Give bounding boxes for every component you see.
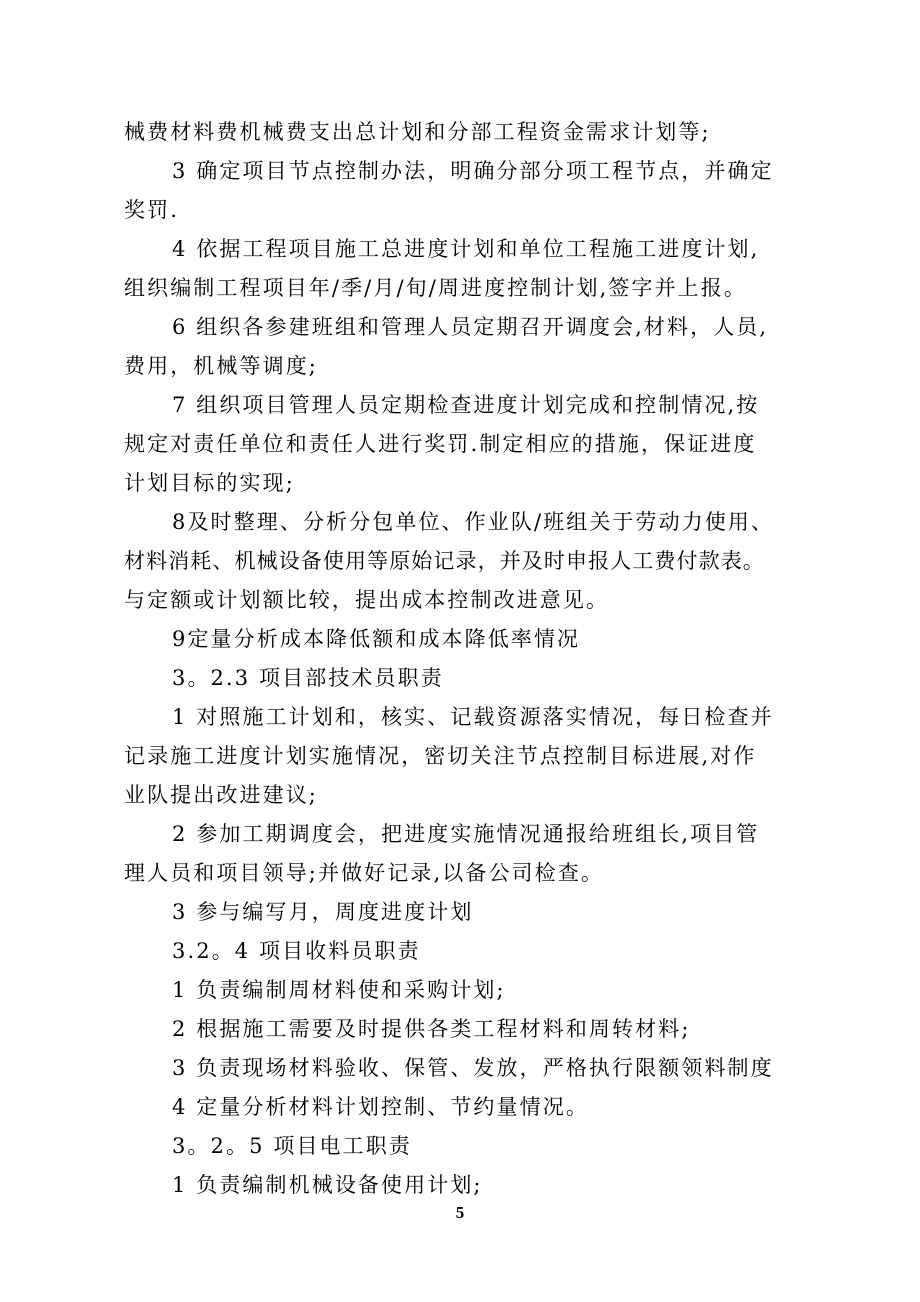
text-line: 记录施工进度计划实施情况，密切关注节点控制目标进展,对作: [124, 744, 757, 768]
text-line: 业队提出改进建议;: [124, 783, 318, 807]
text-line: 理人员和项目领导;并做好记录,以备公司检查。: [124, 861, 604, 885]
text-line: 3 参与编写月，周度进度计划: [172, 900, 474, 924]
section-heading: 3.2。4 项目收料员职责: [172, 939, 421, 963]
text-line: 2 根据施工需要及时提供各类工程材料和周转材料;: [172, 1017, 691, 1041]
text-line: 3 确定项目节点控制办法，明确分部分项工程节点，并确定: [172, 159, 774, 183]
text-line: 4 依据工程项目施工总进度计划和单位工程施工进度计划,: [172, 237, 760, 261]
text-line: 规定对责任单位和责任人进行奖罚.制定相应的措施，保证进度: [124, 432, 757, 456]
text-line: 2 参加工期调度会，把进度实施情况通报给班组长,项目管: [172, 822, 760, 846]
text-line: 9定量分析成本降低额和成本降低率情况: [172, 627, 581, 651]
text-line: 6 组织各参建班组和管理人员定期召开调度会,材料，人员,: [172, 315, 769, 339]
text-line: 7 组织项目管理人员定期检查进度计划完成和控制情况,按: [172, 393, 760, 417]
section-heading: 3。2.3 项目部技术员职责: [172, 666, 444, 690]
text-line: 组织编制工程项目年/季/月/旬/周进度控制计划,签字并上报。: [124, 276, 747, 300]
text-line: 1 对照施工计划和，核实、记载资源落实情况，每日检查并: [172, 705, 774, 729]
text-line: 4 定量分析材料计划控制、节约量情况。: [172, 1095, 589, 1119]
text-line: 8及时整理、分析分包单位、作业队/班组关于劳动力使用、: [172, 510, 775, 534]
page-number: 5: [455, 1203, 465, 1222]
section-heading: 3。2。5 项目电工职责: [172, 1134, 412, 1158]
text-line: 1 负责编制机械设备使用计划;: [172, 1173, 483, 1197]
text-line: 材料消耗、机械设备使用等原始记录，并及时申报人工费付款表。: [124, 549, 765, 573]
text-line: 计划目标的实现;: [124, 471, 295, 495]
text-line: 3 负责现场材料验收、保管、发放，严格执行限额领料制度: [172, 1056, 774, 1080]
text-line: 费用，机械等调度;: [124, 354, 318, 378]
text-line: 与定额或计划额比较，提出成本控制改进意见。: [124, 588, 610, 612]
text-line: 1 负责编制周材料使和采购计划;: [172, 978, 506, 1002]
text-line: 奖罚.: [124, 198, 179, 222]
text-line: 械费材料费机械费支出总计划和分部工程资金需求计划等;: [124, 120, 711, 144]
